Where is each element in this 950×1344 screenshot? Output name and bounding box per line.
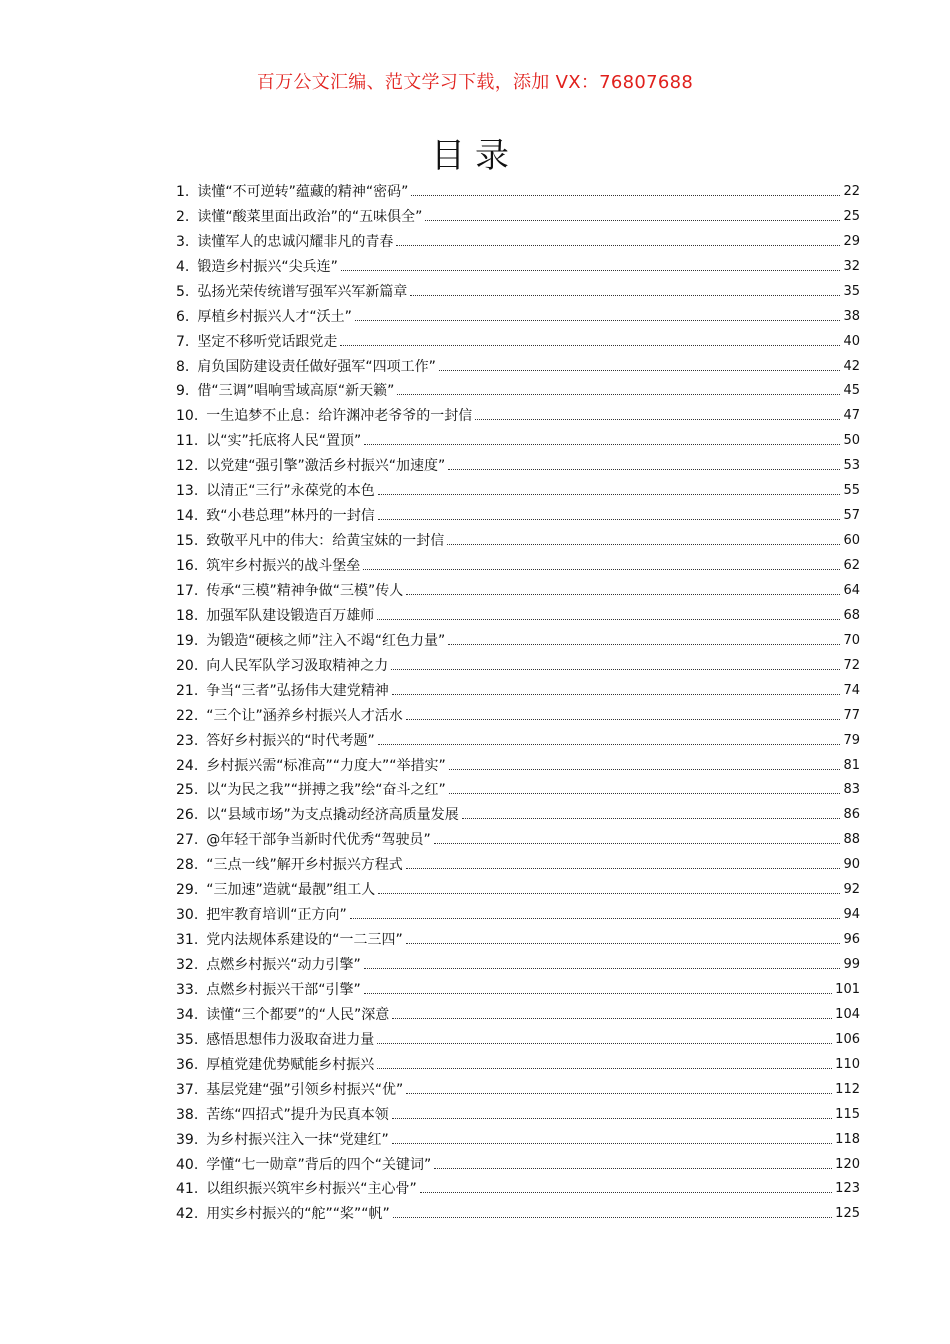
toc-entry-number: 27. xyxy=(176,832,199,849)
toc-entry-number: 12. xyxy=(176,458,199,475)
toc-dot-leader xyxy=(406,718,841,720)
toc-dot-leader xyxy=(447,543,840,545)
toc-entry-number: 38. xyxy=(176,1106,199,1123)
toc-dot-leader xyxy=(378,892,840,894)
toc-entry-page-number: 40 xyxy=(843,333,860,349)
toc-entry-page-number: 115 xyxy=(835,1106,860,1122)
toc-entry-number: 2. xyxy=(176,208,190,225)
toc-entry-number: 37. xyxy=(176,1081,199,1098)
toc-entry[interactable] xyxy=(176,351,860,376)
toc-entry-title[interactable]: 锻造乡村振兴“尖兵连” xyxy=(197,258,338,275)
toc-entry-title[interactable]: 基层党建“强”引领乡村振兴“优” xyxy=(206,1081,404,1098)
toc-entry[interactable] xyxy=(176,1149,860,1174)
toc-entry-title[interactable]: 致“小巷总理”林丹的一封信 xyxy=(206,508,375,525)
toc-title: 目录 xyxy=(431,136,519,176)
toc-entry-title[interactable]: 点燃乡村振兴干部“引擎” xyxy=(206,981,361,998)
toc-entry[interactable] xyxy=(176,1124,860,1149)
toc-dot-leader xyxy=(406,867,841,869)
toc-entry-page-number: 35 xyxy=(843,283,860,299)
toc-entry-number: 35. xyxy=(176,1031,199,1048)
toc-entry-page-number: 118 xyxy=(835,1131,860,1147)
toc-entry-page-number: 74 xyxy=(843,682,860,698)
toc-entry[interactable] xyxy=(176,550,860,575)
toc-dot-leader xyxy=(392,1142,832,1144)
toc-dot-leader xyxy=(363,568,840,570)
toc-dot-leader xyxy=(340,344,840,346)
toc-entry-number: 34. xyxy=(176,1006,199,1023)
toc-entry-page-number: 81 xyxy=(843,757,860,773)
toc-entry-title[interactable]: 以“县域市场”为支点撬动经济高质量发展 xyxy=(206,807,459,824)
toc-entry-title[interactable]: 学懂“七一勋章”背后的四个“关键词” xyxy=(206,1156,432,1173)
toc-entry-title[interactable]: 致敬平凡中的伟大：给黄宝妹的一封信 xyxy=(206,533,445,550)
header-banner: 百万公文汇编、范文学习下载，添加 VX：76807688 xyxy=(256,72,694,93)
toc-dot-leader xyxy=(410,294,840,296)
toc-entry-number: 13. xyxy=(176,483,199,500)
toc-entry-number: 28. xyxy=(176,857,199,874)
toc-entry[interactable] xyxy=(176,650,860,675)
toc-entry-page-number: 79 xyxy=(843,732,860,748)
toc-dot-leader xyxy=(406,1092,832,1094)
toc-entry[interactable] xyxy=(176,999,860,1024)
toc-entry-title[interactable]: “三加速”造就“最靓”组工人 xyxy=(206,882,376,899)
toc-entry[interactable] xyxy=(176,899,860,924)
toc-entry-page-number: 70 xyxy=(843,632,860,648)
toc-entry-title[interactable]: 读懂军人的忠诚闪耀非凡的青春 xyxy=(197,233,394,250)
toc-entry-title[interactable]: “三点一线”解开乡村振兴方程式 xyxy=(206,857,403,874)
toc-entry-title[interactable]: 为锻造“硬核之师”注入不竭“红色力量” xyxy=(206,632,446,649)
toc-entry[interactable] xyxy=(176,450,860,475)
toc-entry-number: 16. xyxy=(176,558,199,574)
toc-entry-number: 19. xyxy=(176,632,199,649)
toc-entry[interactable] xyxy=(176,525,860,550)
toc-entry-title[interactable]: 厚植乡村振兴人才“沃土” xyxy=(197,308,352,325)
toc-entry-title[interactable]: 答好乡村振兴的“时代考题” xyxy=(206,732,375,749)
toc-entry-page-number: 96 xyxy=(843,932,860,948)
toc-entry[interactable] xyxy=(176,1074,860,1099)
toc-entry-title[interactable]: 以“实”托底将人民“置顶” xyxy=(206,433,362,450)
toc-entry-title[interactable]: 筑牢乡村振兴的战斗堡垒 xyxy=(206,558,361,574)
toc-dot-leader xyxy=(377,618,840,620)
toc-entry-page-number: 101 xyxy=(835,981,860,997)
toc-entry-title[interactable]: @年轻干部争当新时代优秀“驾驶员” xyxy=(206,832,431,849)
toc-entry[interactable] xyxy=(176,326,860,351)
toc-entry-title[interactable]: 以组织振兴筑牢乡村振兴“主心骨” xyxy=(206,1181,417,1198)
toc-entry[interactable] xyxy=(176,600,860,625)
toc-entry-title[interactable]: 点燃乡村振兴“动力引擎” xyxy=(206,957,361,973)
toc-dot-leader xyxy=(377,1067,832,1069)
toc-dot-leader xyxy=(364,443,840,445)
toc-entry[interactable] xyxy=(176,675,860,700)
toc-entry-number: 36. xyxy=(176,1056,199,1073)
toc-entry[interactable] xyxy=(176,974,860,999)
toc-entry-number: 31. xyxy=(176,932,199,949)
toc-dot-leader xyxy=(392,693,841,695)
toc-entry-page-number: 120 xyxy=(835,1156,860,1172)
toc-entry[interactable] xyxy=(176,400,860,425)
toc-entry-number: 3. xyxy=(176,233,190,250)
toc-entry-title[interactable]: 坚定不移听党话跟党走 xyxy=(197,333,338,350)
toc-entry[interactable] xyxy=(176,1024,860,1049)
toc-entry-number: 21. xyxy=(176,682,199,699)
toc-entry-page-number: 38 xyxy=(843,308,860,324)
toc-entry-number: 26. xyxy=(176,807,199,824)
toc-entry-number: 29. xyxy=(176,882,199,899)
toc-entry-page-number: 32 xyxy=(843,258,860,274)
toc-entry-page-number: 94 xyxy=(843,907,860,923)
toc-entry-number: 4. xyxy=(176,258,190,275)
toc-entry-page-number: 62 xyxy=(843,558,860,573)
toc-entry[interactable] xyxy=(176,1099,860,1124)
toc-entry-page-number: 57 xyxy=(843,508,860,524)
toc-entry-number: 14. xyxy=(176,508,199,525)
toc-entry-page-number: 47 xyxy=(843,408,860,424)
toc-entry[interactable] xyxy=(176,276,860,301)
toc-entry[interactable] xyxy=(176,301,860,326)
toc-entry-page-number: 106 xyxy=(835,1031,860,1047)
toc-entry-title[interactable]: 肩负国防建设责任做好强军“四项工作” xyxy=(197,358,436,375)
toc-entry-page-number: 29 xyxy=(843,233,860,249)
toc-dot-leader xyxy=(355,319,841,321)
toc-entry-page-number: 77 xyxy=(843,707,860,723)
toc-entry-number: 39. xyxy=(176,1131,199,1148)
toc-entry-title[interactable]: 读懂“酸菜里面出政治”的“五味俱全” xyxy=(197,208,423,225)
toc-entry-number: 1. xyxy=(176,183,190,200)
toc-entry-title[interactable]: “三个让”涵养乡村振兴人才活水 xyxy=(206,707,403,724)
toc-entry-page-number: 25 xyxy=(843,208,860,224)
toc-entry-page-number: 60 xyxy=(843,533,860,549)
toc-entry-title[interactable]: 用实乡村振兴的“舵”“桨”“帆” xyxy=(206,1206,390,1223)
toc-entry-number: 40. xyxy=(176,1156,199,1173)
toc-entry-page-number: 72 xyxy=(843,657,860,673)
toc-dot-leader xyxy=(392,1117,832,1119)
toc-dot-leader xyxy=(378,493,841,495)
toc-entry-number: 6. xyxy=(176,308,190,325)
toc-entry[interactable] xyxy=(176,425,860,450)
toc-entry-page-number: 45 xyxy=(843,383,860,399)
toc-entry[interactable] xyxy=(176,874,860,899)
toc-dot-leader xyxy=(397,393,840,395)
toc-entry-page-number: 92 xyxy=(843,882,860,898)
toc-entry[interactable] xyxy=(176,376,860,401)
toc-entry-page-number: 83 xyxy=(843,782,860,798)
toc-entry-page-number: 112 xyxy=(835,1081,860,1097)
toc-entry-title[interactable]: 弘扬光荣传统谱写强军兴军新篇章 xyxy=(197,283,408,300)
toc-entry[interactable] xyxy=(176,849,860,874)
toc-entry-title[interactable]: 向人民军队学习汲取精神之力 xyxy=(206,657,389,674)
toc-entry-number: 15. xyxy=(176,533,199,550)
toc-entry[interactable] xyxy=(176,201,860,226)
toc-entry-number: 7. xyxy=(176,333,190,350)
toc-entry[interactable] xyxy=(176,625,860,650)
toc-dot-leader xyxy=(364,992,832,994)
toc-entry-number: 32. xyxy=(176,957,199,973)
toc-entry-page-number: 53 xyxy=(843,458,860,474)
toc-dot-leader xyxy=(378,743,841,745)
toc-entry-title[interactable]: 厚植党建优势赋能乡村振兴 xyxy=(206,1056,375,1073)
toc-entry-page-number: 104 xyxy=(835,1006,860,1022)
toc-entry-title[interactable]: 借“三调”唱响雪域高原“新天籁” xyxy=(197,383,395,400)
toc-dot-leader xyxy=(350,917,841,919)
toc-dot-leader xyxy=(425,219,840,221)
toc-entry-page-number: 90 xyxy=(843,857,860,873)
toc-entry-title[interactable]: 传承“三模”精神争做“三模”传人 xyxy=(206,582,404,599)
toc-dot-leader xyxy=(378,518,841,520)
toc-entry-page-number: 123 xyxy=(835,1181,860,1197)
toc-dot-leader xyxy=(449,792,841,794)
toc-entry-title[interactable]: 读懂“不可逆转”蕴藏的精神“密码” xyxy=(197,183,409,200)
toc-entry-number: 30. xyxy=(176,907,199,924)
toc-entry-page-number: 42 xyxy=(843,358,860,374)
toc-dot-leader xyxy=(391,668,840,670)
toc-entry[interactable] xyxy=(176,1174,860,1199)
toc-entry-page-number: 110 xyxy=(835,1056,860,1072)
toc-dot-leader xyxy=(406,593,840,595)
toc-dot-leader xyxy=(462,817,841,819)
toc-entry-number: 17. xyxy=(176,582,199,599)
toc-dot-leader xyxy=(448,468,840,470)
toc-entry[interactable] xyxy=(176,775,860,800)
toc-entry-page-number: 50 xyxy=(843,433,860,449)
toc-dot-leader xyxy=(393,1216,832,1218)
toc-entry[interactable] xyxy=(176,725,860,750)
toc-dot-leader xyxy=(449,768,841,770)
toc-entry-title[interactable]: 以清正“三行”永葆党的本色 xyxy=(206,483,375,500)
toc-entry-title[interactable]: 为乡村振兴注入一抹“党建红” xyxy=(206,1131,389,1148)
toc-entry[interactable] xyxy=(176,824,860,849)
toc-dot-leader xyxy=(439,369,841,371)
toc-entry-number: 22. xyxy=(176,707,199,724)
toc-dot-leader xyxy=(341,269,841,271)
toc-dot-leader xyxy=(377,1042,832,1044)
toc-entry[interactable] xyxy=(176,475,860,500)
toc-entry-number: 18. xyxy=(176,607,199,624)
toc-dot-leader xyxy=(420,1191,832,1193)
toc-entry-title[interactable]: 感悟思想伟力汲取奋进力量 xyxy=(206,1031,375,1048)
toc-entry-page-number: 88 xyxy=(843,832,860,848)
toc-entry-title[interactable]: 党内法规体系建设的“一二三四” xyxy=(206,932,403,949)
toc-entry[interactable] xyxy=(176,575,860,600)
toc-entry[interactable] xyxy=(176,226,860,251)
toc-entry[interactable] xyxy=(176,1198,860,1223)
toc-entry[interactable] xyxy=(176,176,860,201)
toc-entry[interactable] xyxy=(176,1049,860,1074)
toc-entry-page-number: 22 xyxy=(843,183,860,199)
toc-entry-title[interactable]: 读懂“三个都要”的“人民”深意 xyxy=(206,1006,390,1023)
toc-entry[interactable] xyxy=(176,949,860,974)
toc-entry-number: 25. xyxy=(176,782,199,799)
toc-entry-title[interactable]: 一生追梦不止息：给许渊冲老爷爷的一封信 xyxy=(206,408,473,425)
toc-entry-page-number: 99 xyxy=(843,957,860,972)
toc-entry-number: 42. xyxy=(176,1206,199,1223)
toc-entry-title[interactable]: 乡村振兴需“标准高”“力度大”“举措实” xyxy=(206,757,446,774)
toc-dot-leader xyxy=(411,194,840,196)
toc-entry-title[interactable]: 苦练“四招式”提升为民真本领 xyxy=(206,1106,389,1123)
toc-entry[interactable] xyxy=(176,750,860,775)
toc-entry[interactable] xyxy=(176,924,860,949)
toc-dot-leader xyxy=(392,1017,832,1019)
toc-entry[interactable] xyxy=(176,251,860,276)
toc-dot-leader xyxy=(434,1167,832,1169)
toc-entry-number: 10. xyxy=(176,408,199,425)
toc-entry-number: 8. xyxy=(176,358,190,375)
toc-entry-page-number: 64 xyxy=(843,582,860,598)
toc-dot-leader xyxy=(364,967,841,969)
toc-dot-leader xyxy=(434,842,841,844)
toc-entry-title[interactable]: 以“为民之我”“拼搏之我”绘“奋斗之红” xyxy=(206,782,446,799)
toc-entry-title[interactable]: 争当“三者”弘扬伟大建党精神 xyxy=(206,682,389,699)
toc-entry-page-number: 55 xyxy=(843,483,860,499)
toc-entry-number: 20. xyxy=(176,657,199,674)
toc-entry-number: 5. xyxy=(176,283,190,300)
toc-list xyxy=(176,176,860,1223)
toc-dot-leader xyxy=(406,942,841,944)
toc-entry-number: 11. xyxy=(176,433,199,450)
toc-entry-number: 41. xyxy=(176,1181,199,1198)
toc-entry[interactable] xyxy=(176,700,860,725)
toc-dot-leader xyxy=(448,643,840,645)
toc-entry-title[interactable]: 加强军队建设锻造百万雄师 xyxy=(206,607,375,624)
toc-entry-number: 24. xyxy=(176,757,199,774)
toc-entry-title[interactable]: 把牢教育培训“正方向” xyxy=(206,907,347,924)
toc-entry-number: 33. xyxy=(176,981,199,998)
toc-entry[interactable] xyxy=(176,799,860,824)
toc-entry[interactable] xyxy=(176,500,860,525)
toc-entry-page-number: 68 xyxy=(843,607,860,623)
toc-entry-page-number: 86 xyxy=(843,807,860,823)
toc-entry-title[interactable]: 以党建“强引擎”激活乡村振兴“加速度” xyxy=(206,458,446,475)
toc-entry-number: 9. xyxy=(176,383,190,400)
toc-entry-page-number: 125 xyxy=(835,1206,860,1222)
toc-entry-number: 23. xyxy=(176,732,199,749)
toc-dot-leader xyxy=(475,418,840,420)
toc-dot-leader xyxy=(396,244,840,246)
